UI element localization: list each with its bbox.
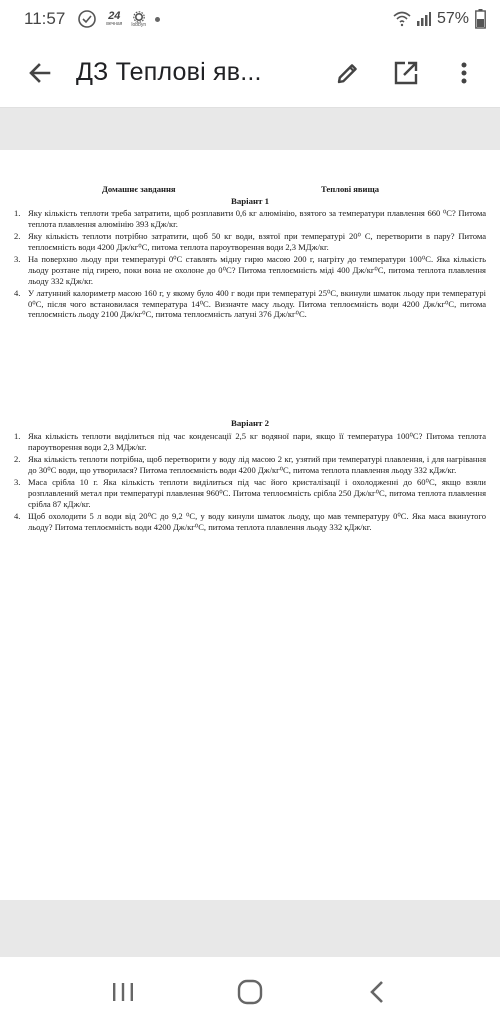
status-bar — [0, 0, 500, 38]
list-item-number: 1. — [14, 208, 21, 218]
list-item-text: У латунний калориметр масою 160 г, у якому було 400 г води при температурі 25⁰С, вкинули шматок льоду при температурі 0⁰С, після чого встановилася температура 14⁰С. Визначте масу льоду. Питома теплоємність води 4200 Дж/кг⁰С, питома теплоємність льоду 2100 Дж/кг⁰С, питома теплоємність латуні 376 Дж/кг⁰С. — [28, 287, 486, 320]
open-in-new-icon — [393, 60, 419, 86]
list-item-text: На поверхню льоду при температурі 0⁰С ставлять мідну гирю масою 200 г, нагріту до температури 100⁰С. Яка кількість льоду розтане під гирею, поки вона не охолоне до 0⁰С? Питома теплоємність міді 400 Дж/кг⁰С, питома теплота плавлення льоду 332 кДж/кг. — [28, 253, 486, 286]
status-right — [393, 9, 486, 29]
list-item-text: Яку кількість теплоти потрібно затратити, щоб 50 кг води, взятої при температурі 20⁰ С, перетворити в пару? Питома теплоємність води 4200 Дж/кг⁰С, питома теплота пароутворення води 2,3 МДж/кг. — [28, 230, 486, 252]
more-options-button[interactable] — [446, 55, 482, 91]
home-button[interactable] — [226, 968, 274, 1016]
document-title: ДЗ Теплові яв... — [76, 58, 262, 86]
list-item — [14, 431, 486, 453]
list-item — [14, 454, 486, 476]
list-item — [14, 254, 486, 287]
variant-2-title: Варіант 2 — [231, 418, 269, 428]
homework-label: Домашнє завдання — [102, 184, 176, 194]
news-badge-caption: вечная — [106, 21, 123, 27]
open-in-new-button[interactable] — [388, 55, 424, 91]
list-item-text: Яку кількість теплоти треба затратити, щоб розплавити 0,6 кг алюмінію, взятого за температури плавлення 660 ⁰С? Питома теплота плавлення алюмінію 393 кДж/кг. — [28, 208, 486, 229]
back-button[interactable] — [20, 53, 60, 93]
list-item-number: 2. — [14, 453, 21, 464]
list-item-number: 4. — [14, 287, 21, 298]
topic-label: Теплові явища — [321, 184, 380, 194]
list-item — [14, 288, 486, 321]
wifi-icon — [393, 11, 411, 27]
home-icon — [237, 979, 263, 1005]
nav-back-button[interactable] — [353, 968, 401, 1016]
battery-icon — [475, 9, 486, 29]
status-notification-icons — [77, 9, 160, 29]
list-item — [14, 477, 486, 510]
list-item-number: 3. — [14, 476, 21, 487]
recent-apps-button[interactable] — [99, 968, 147, 1016]
variant-2-list — [14, 431, 486, 534]
list-item — [14, 208, 486, 230]
list-item-text: Яка кількість теплоти виділиться під час конденсації 2,5 кг водяної пари, якщо її температура 100⁰С? Питома теплота пароутворення води 2,3 МДж/кг. — [28, 431, 486, 452]
document-header — [0, 184, 500, 196]
more-vert-icon — [460, 61, 468, 85]
list-item-number: 2. — [14, 230, 21, 241]
list-item — [14, 511, 486, 533]
list-item-text: Маса срібла 10 г. Яка кількість теплоти виділиться під час його кристалізації і охолодженні до 60⁰С, якщо взяли розплавлений метал при температурі плавлення 960⁰С. Питома теплоємність срібла 250 Дж/кг⁰С, питома теплота плавлення срібла 87 кДж/кг. — [28, 476, 486, 509]
list-item-text: Щоб охолодити 5 л води від 20⁰С до 9,2 ⁰С, у воду кинули шматок льоду, що мав температуру 0⁰С. Яка маса вкинутого льоду? Питома теплоємність води 4200 Дж/кг⁰С, питома теплота плавлення льоду 332 кДж/кг. — [28, 510, 486, 532]
list-item-number: 4. — [14, 510, 21, 521]
signal-icon — [417, 11, 431, 27]
list-item-number: 3. — [14, 253, 21, 264]
news-badge-icon — [106, 11, 122, 27]
news-badge-number: 24 — [108, 10, 121, 22]
edit-button[interactable] — [330, 55, 366, 91]
list-item — [14, 231, 486, 253]
status-time: 11:57 — [24, 9, 66, 28]
recent-apps-icon — [111, 981, 135, 1003]
lobby-app-caption: lobbyn — [131, 21, 147, 28]
variant-1-title: Варіант 1 — [231, 196, 269, 206]
list-item-number: 1. — [14, 431, 21, 441]
variant-1-list — [14, 208, 486, 321]
navigation-bar — [0, 957, 500, 1027]
app-bar — [0, 38, 500, 108]
list-item-text: Яка кількість теплоти потрібна, щоб перетворити у воду лід масою 2 кг, узятий при температурі плавлення, і для нагрівання до 30⁰С води, що утворилася? Питома теплоємність води 4200 Дж/кг⁰С, питома теплота плавлення льоду 332 кДж/кг. — [28, 453, 486, 475]
messenger-icon — [77, 9, 97, 29]
document-page[interactable] — [0, 150, 500, 900]
battery-percent: 57% — [436, 10, 469, 27]
back-icon — [367, 979, 387, 1005]
gear-icon — [133, 11, 145, 23]
lobby-app-icon — [131, 11, 146, 28]
back-arrow-icon — [27, 60, 53, 86]
dot-icon — [155, 17, 160, 22]
app-actions — [330, 55, 482, 91]
pencil-icon — [336, 61, 360, 85]
